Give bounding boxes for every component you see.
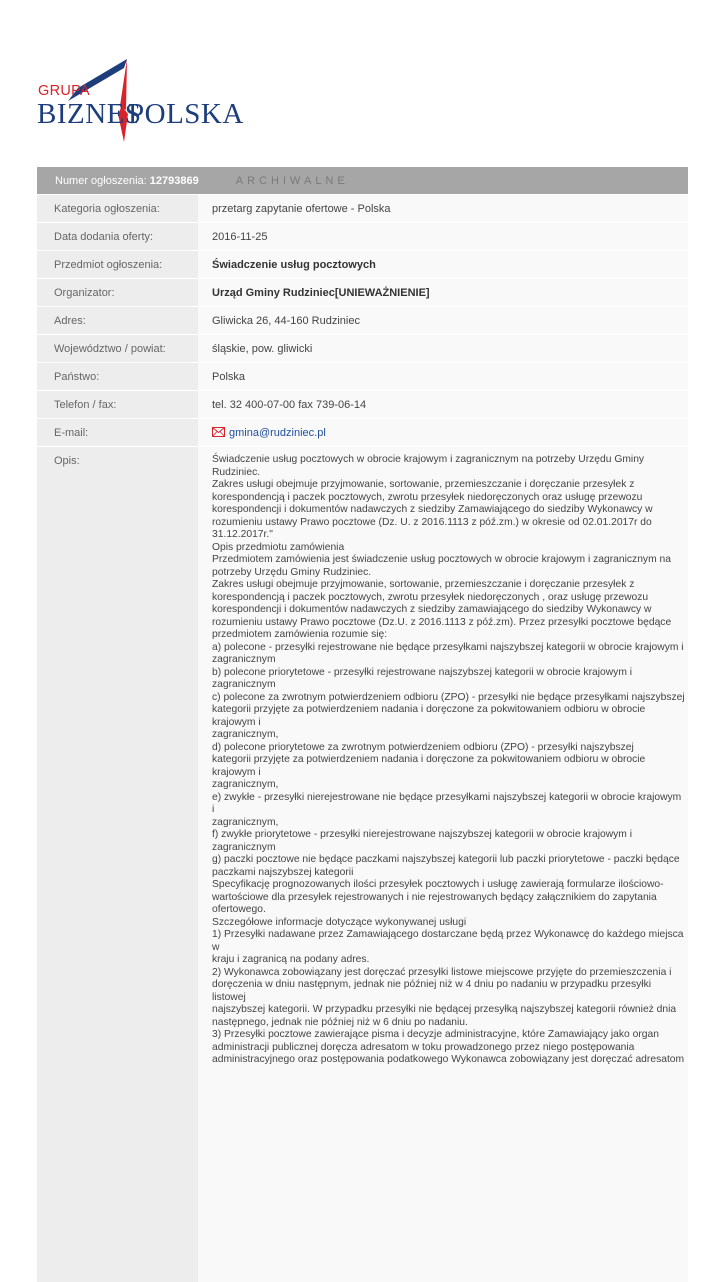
row-adres [37,307,688,334]
email-link[interactable]: gmina@rudziniec.pl [229,426,326,439]
announcement-table [37,167,688,1282]
row-kategoria [37,195,688,222]
row-telefon [37,391,688,418]
row-organizator [37,279,688,306]
label-organizator: Organizator: [37,279,198,306]
value-kategoria: przetarg zapytanie ofertowe - Polska [198,195,688,222]
envelope-icon [212,427,225,437]
value-opis [198,447,688,1282]
label-kategoria: Kategoria ogłoszenia: [37,195,198,222]
value-organizator: Urząd Gminy Rudziniec[UNIEWAŻNIENIE] [198,279,688,306]
row-opis [37,447,688,1282]
label-adres: Adres: [37,307,198,334]
archive-status: ARCHIWALNE [235,174,349,187]
value-wojewodztwo: śląskie, pow. gliwicki [198,335,688,362]
label-telefon: Telefon / fax: [37,391,198,418]
label-data: Data dodania oferty: [37,223,198,250]
description-text: Świadczenie usług pocztowych w obrocie krajowym i zagranicznym na potrzeby Urzędu Gminy Rudziniec. Zakres usługi obejmuje przyjmowanie, sortowanie, przemieszczanie i doręczanie przesyłek z korespondencją i paczek pocztowych, zwrotu przesyłek niedoręczonych oraz usługę przewozu korespondencji i dokumentów nadawczych z siedziby Zamawiającego do siedziby Wykonawcy w rozumieniu ustawy Prawo pocztowe (Dz. U. z 2016.1113 z póź.zm.) w okresie od 02.01.2017r do 31.12.2017r." Opis przedmiotu zamówienia Przedmiotem zamówienia jest świadczenie usług pocztowych w obrocie krajowym i zagranicznym na potrzeby Urzędu Gminy Rudziniec. Zakres usługi obejmuje przyjmowanie, sortowanie, przemieszczanie i doręczanie przesyłek z korespondencją i paczek pocztowych, zwrotu przesyłek niedoręczonych , oraz usługę przewozu korespondencji i dokumentów nadawczych z siedziby zamawiającego do siedziby Wykonawcy w rozumieniu ustawy Prawo pocztowe (Dz.U. z 2016.1113 z póź.zm). Przez przesyłki pocztowe będące przedmiotem zamówienia rozumie się: a) polecone - przesyłki rejestrowane nie będące przesyłkami najszybszej kategorii w obrocie krajowym i zagranicznym b) polecone priorytetowe - przesyłki rejestrowane najszybszej kategorii w obrocie krajowym i zagranicznym c) polecone za zwrotnym potwierdzeniem odbioru (ZPO) - przesyłki nie będące przesyłkami najszybszej kategorii przyjęte za potwierdzeniem nadania i doręczone za pokwitowaniem odbioru w obrocie krajowym i zagranicznym, d) polecone priorytetowe za zwrotnym potwierdzeniem odbioru (ZPO) - przesyłki najszybszej kategorii przyjęte za potwierdzeniem nadania i doręczone za pokwitowaniem odbioru w obrocie krajowym i zagranicznym, e) zwykłe - przesyłki nierejestrowane nie będące przesyłkami najszybszej kategorii w obrocie krajowym i zagranicznym, f) zwykłe priorytetowe - przesyłki nierejestrowane najszybszej kategorii w obrocie krajowym i zagranicznym g) paczki pocztowe nie będące paczkami najszybszej kategorii lub paczki priorytetowe - paczki będące paczkami najszybszej kategorii Specyfikację prognozowanych ilości przesyłek pocztowych i usługę zawierają formularze ilościowo- wartościowe dla przesyłek rejestrowanych i nie rejestrowanych będący załącznikiem do zapytania ofertowego. Szczegółowe informacje dotyczące wykonywanej usługi 1) Przesyłki nadawane przez Zamawiającego dostarczane będą przez Wykonawcę do każdego miejsca w kraju i zagranicą na podany adres. 2) Wykonawca zobowiązany jest doręczać przesyłki listowe miejscowe przyjęte do przemieszczenia i doręczenia w dniu następnym, jednak nie później niż w 4 dniu po nadaniu w przypadku przesyłki listowej najszybszej kategorii. W przypadku przesyłki nie będącej przesyłką najszybszej kategorii również dnia następnego, jednak nie później niż w 6 dniu po nadaniu. 3) Przesyłki pocztowe zawierające pisma i decyzje administracyjne, które Zamawiający jako organ administracji publicznej doręcza adresatom w toku prowadzonego przez niego postępowania administracyjnego oraz postępowania podatkowego Wykonawca zobowiązany jest doręczać adresatom [212,454,685,1065]
label-przedmiot: Przedmiot ogłoszenia: [37,251,198,278]
row-data [37,223,688,250]
label-panstwo: Państwo: [37,363,198,390]
announcement-header [37,167,688,194]
value-data: 2016-11-25 [198,223,688,250]
value-adres: Gliwicka 26, 44-160 Rudziniec [198,307,688,334]
value-telefon: tel. 32 400-07-00 fax 739-06-14 [198,391,688,418]
announcement-number: 12793869 [149,174,199,187]
label-wojewodztwo: Województwo / powiat: [37,335,198,362]
logo-word-polska: POLSKA [128,98,244,130]
row-przedmiot [37,251,688,278]
value-panstwo: Polska [198,363,688,390]
row-wojewodztwo [37,335,688,362]
logo [34,54,244,150]
announcement-number-label: Numer ogłoszenia: [55,174,147,187]
row-panstwo [37,363,688,390]
value-przedmiot: Świadczenie usług pocztowych [198,251,688,278]
value-email [198,419,688,446]
logo-word-biznes: BIZNES [37,98,142,130]
row-email [37,419,688,446]
label-opis: Opis: [37,447,198,1282]
label-email: E-mail: [37,419,198,446]
logo-grupa: GRUPA [38,83,90,99]
